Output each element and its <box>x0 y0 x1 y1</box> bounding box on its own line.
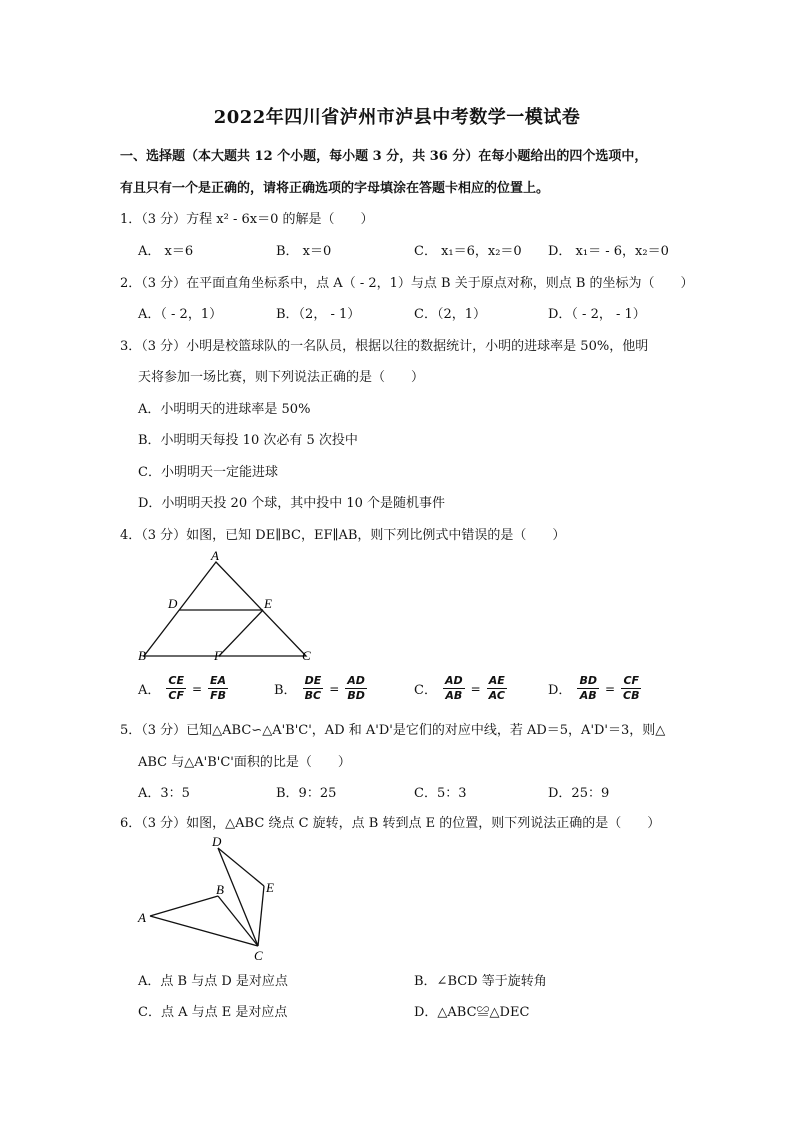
q5-option-b[interactable]: B．9：25 <box>276 786 337 801</box>
page-title: 2022年四川省泸州市泸县中考数学一模试卷 <box>213 107 581 128</box>
q3-option-d[interactable]: D．小明明天投 20 个球，其中投中 10 个是随机事件 <box>138 496 446 511</box>
question-1-stem: 1．（3 分）方程 x² - 6x＝0 的解是（ ） <box>120 212 374 227</box>
fraction-denominator: AB <box>445 689 463 702</box>
q3-option-c[interactable]: C．小明明天一定能进球 <box>138 465 278 480</box>
label-b: B <box>138 648 146 663</box>
segment-ef <box>219 610 263 656</box>
question-5-stem-line1: 5．（3 分）已知△ABC∽△A'B'C'，AD 和 A'D'是它们的对应中线，若 AD＝5，A'D'＝3，则△ <box>120 723 666 738</box>
label-b: B <box>216 882 224 897</box>
fraction-denominator: CF <box>168 689 184 702</box>
q1-option-b[interactable]: B． x＝0 <box>276 244 332 259</box>
question-3-stem-line1: 3．（3 分）小明是校篮球队的一名队员，根据以往的数据统计，小明的进球率是 50%，他明 <box>120 339 649 354</box>
q4-option-d-letter: D． <box>548 683 572 698</box>
label-e: E <box>266 880 274 895</box>
q6-option-d[interactable]: D．△ABC≌△DEC <box>414 1005 530 1020</box>
q4-option-a-letter: A． <box>138 683 161 698</box>
segment-dc <box>218 848 258 946</box>
q3-option-b[interactable]: B．小明明天每投 10 次必有 5 次投中 <box>138 433 358 448</box>
fraction-denominator: CB <box>623 689 640 702</box>
question-4-stem: 4．（3 分）如图，已知 DE∥BC，EF∥AB，则下列比例式中错误的是（ ） <box>120 528 566 543</box>
q4-option-c-letter: C． <box>414 683 437 698</box>
q6-option-b[interactable]: B．∠BCD 等于旋转角 <box>414 974 547 989</box>
label-e: E <box>264 596 272 611</box>
fraction-denominator: BC <box>304 689 322 702</box>
fraction-denominator: FB <box>210 689 227 702</box>
q3-option-a[interactable]: A．小明明天的进球率是 50% <box>138 402 311 417</box>
label-d: D <box>168 596 178 611</box>
q6-rotation-figure <box>130 830 300 965</box>
q4-option-c[interactable] <box>414 674 507 703</box>
fraction-numerator: BD <box>579 674 597 687</box>
fraction-numerator: CF <box>623 674 640 687</box>
label-c: C <box>302 648 311 663</box>
equals-sign: = <box>191 681 203 696</box>
q6-option-c[interactable]: C．点 A 与点 E 是对应点 <box>138 1005 288 1020</box>
question-5-stem-line2: ABC 与△A'B'C'面积的比是（ ） <box>138 755 351 770</box>
segment-de <box>218 848 264 886</box>
equals-sign: = <box>604 681 616 696</box>
fraction-denominator: BD <box>347 689 365 702</box>
equals-sign: = <box>329 681 340 696</box>
segment-ec <box>258 886 264 946</box>
segment-bc <box>218 896 258 946</box>
fraction-numerator: AD <box>347 674 365 687</box>
fraction-numerator: DE <box>304 674 322 687</box>
fraction-numerator: AE <box>488 674 505 687</box>
equals-sign: = <box>470 681 481 696</box>
fraction-numerator: CE <box>168 674 184 687</box>
q1-option-d[interactable]: D． x₁＝ - 6，x₂＝0 <box>548 244 669 259</box>
section-heading-line2: 有且只有一个是正确的，请将正确选项的字母填涂在答题卡相应的位置上。 <box>120 181 550 196</box>
question-6-stem: 6．（3 分）如图，△ABC 绕点 C 旋转，点 B 转到点 E 的位置，则下列说法正确的是（ ） <box>120 816 661 831</box>
q5-option-d[interactable]: D．25：9 <box>548 786 610 801</box>
fraction-denominator: AB <box>579 689 597 702</box>
question-2-stem: 2．（3 分）在平面直角坐标系中，点 A（ - 2，1）与点 B 关于原点对称，则点 B 的坐标为（ ） <box>120 276 694 291</box>
q4-option-b[interactable] <box>274 674 367 703</box>
q6-option-a[interactable]: A．点 B 与点 D 是对应点 <box>138 974 288 989</box>
q1-option-a[interactable]: A． x＝6 <box>138 244 194 259</box>
label-a: A <box>138 910 146 925</box>
label-c: C <box>254 948 263 963</box>
q4-option-a[interactable] <box>138 674 228 703</box>
segment-ab <box>150 896 218 916</box>
label-f: F <box>214 648 222 663</box>
fraction-denominator: AC <box>488 689 505 702</box>
q4-triangle-figure <box>130 550 330 665</box>
question-3-stem-line2: 天将参加一场比赛，则下列说法正确的是（ ） <box>138 370 425 385</box>
q1-option-c[interactable]: C． x₁＝6，x₂＝0 <box>414 244 522 259</box>
q4-option-b-letter: B． <box>274 683 297 698</box>
label-d: D <box>212 834 222 849</box>
q2-option-d[interactable]: D．（ - 2， - 1） <box>548 307 646 322</box>
q5-option-c[interactable]: C．5：3 <box>414 786 467 801</box>
fraction-numerator: EA <box>210 674 227 687</box>
q2-option-c[interactable]: C．（2，1） <box>414 307 486 322</box>
q4-option-d[interactable] <box>548 674 641 703</box>
fraction-numerator: AD <box>444 674 463 687</box>
q5-option-a[interactable]: A．3：5 <box>138 786 190 801</box>
q2-option-a[interactable]: A．（ - 2，1） <box>138 307 223 322</box>
section-heading-line1: 一、选择题（本大题共 12 个小题，每小题 3 分，共 36 分）在每小题给出的四个选项中， <box>120 149 648 164</box>
q2-option-b[interactable]: B．（2， - 1） <box>276 307 361 322</box>
segment-ac <box>150 916 258 946</box>
label-a: A <box>211 548 219 563</box>
